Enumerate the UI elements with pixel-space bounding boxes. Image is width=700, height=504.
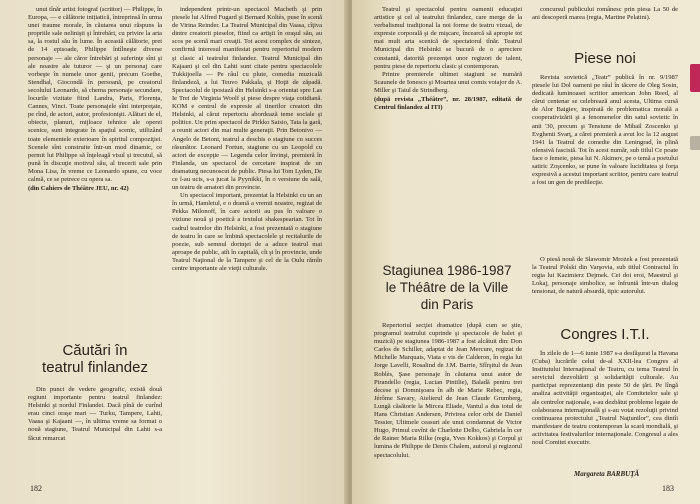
left-heading-cautari [28, 342, 162, 376]
index-tab-upper [690, 64, 700, 92]
stagiunea-line3: din Paris [420, 297, 474, 312]
left-col1-bottom-paragraph: Din punct de vedere geografic, există două regiuni importante pentru teatrul finlandez: Helsinki şi nordul Finlandei. Dacă pînă de curînd erau cinci oraşe mari — Turku, Tampere, Lahti, Vaasa şi Kajaani —, în ultima vreme sa format o nouă stagiune, Teatrul Municipal din Lahti s-a făcut remarcat [28, 386, 162, 442]
left-col2-paragraph-b: Un spectacol important, prezentat la Helsinki cu un an în urmă, Hamletul, e o dramă a vremii noastre, regizat de Pekka Milonoff, în care actorii au pus în valoare o viziune nouă şi poetică a textului shakespearian. Tot în cadrul teatrelor din Helsinki, a fost prezentată o stagiune de teatru în care se îmbină spectacolele şi recitalurile de poezie, sub semnul dorinţei de a aduce teatrul mai aproape de public, atît în capitală, cît şi în provincie, unde Teatrul Naţional de la Tampere şi cel de la Oulu rămîn centre importante ale vieţii culturale. [172, 192, 322, 272]
right-column-1-top [374, 6, 522, 258]
right-column-2-top [532, 6, 678, 40]
left-col1-paragraph: unui tînăr artist fotograf (scriitor) — Philippe, în Europa, — e călătorie inițiatică, întreprinsă în urma unei traume morale, în căutarea unui răspuns la propriile sale nelinişti şi întrebări, cu privire la arta sa, la rostul său în lume. În această călătorie, pret de 14 episoade, Philippe întîlneşte diverse personaje — ale căror întrebări şi suferinţe sînt şi ale noastre ale tuturor — şi un personaj care vorbeşte în numele unor genii, precum Goethe, Stendhal, Giocondă în persoană, pe creatorul secolului Leonardo, să chema personaje secundare, locurile vizitate fiind Landra, Paris, Florența, Cannes, Vinci. Toate personajele sînt interpreţate, pe rînd, de actori, autor, profesionişti. Alături de el, obiecte, planuri, mijloace tehnice ale operei scenice, sunt integrate în spaţiul scenic, utilizând toate elementele exterioare în spiritul compoziţiei. Scenele sînt construite într-un mod dinamic, ce permit lui Philippe să înţeleagă visul și trecutul, să pună în discuţie motivul său, al trecerii sale prin Mona Lisa, în vreme ce Leonardo spune, cu voce calmă, ce se petrece cu opera sa. [28, 6, 162, 183]
left-col1-credit: (din Cahiers de Théâtre JEU, nr. 42) [28, 185, 129, 193]
index-tab-lower [690, 136, 700, 150]
right-column-2-piese-b [532, 256, 678, 320]
right-col1-top-paragraph: Teatrul şi spectacolul pentru oamenii educaţiei artistice şi cel al teatrului finlandez, care merge de la verbalismul tradiţional la noi forme de teatru vizual, de expresie corporală şi de mişcare, încearcă să apropie tot mai mult arta scenică de spectatorul tînăr. Teatrul Municipal din Helsinki se bucură de o apreciere constantă, datorită prezenţei unor regizori de talent, pentru piese de repertoriu clasic şi contemporan. [374, 6, 522, 70]
right-column-2-congres [532, 350, 678, 464]
right-col2-piese-paragraph-b: O piesă nouă de Sławomir Mrożek a fost prezentată la Teatrul Polski din Varşovia, sub titlul Contractul în regia lui Kazimierz Dejmek. Cei doi eroi, Maestrul şi Lokaj, personaje simbolice, se înfruntă într-un dialog tensionat, de natură absurdă, tipic autorului. [532, 256, 678, 296]
left-page-number: 182 [30, 484, 42, 493]
right-column-1-bottom [374, 322, 522, 492]
right-col2-top-paragraph: concursul publicului românesc prin piesa La 50 de ani descoperă marea (regia, Martine Pelatini). [532, 6, 678, 22]
right-col1-stagiunea-paragraph: Repertoriul secţiei dramatice (după cum se ştie, programul teatrului cuprinde şi spectacole de balet şi muzică) pe stagiunea 1986-1987 a fost alcătuit din: Don Carlos de Schiller, adaptat de Jean Mercure, regizat de Michelle Marquais, Viata e vis de Calderon, în regia lui Jorge Lavelli, Rosalind de J.M. Barrie, Sfîrşitul de Jean Roblès, Şase personaje în căutarea unui autor de Pirandello (regia, Lucian Pintilie), Baladă pentru trei decese şi Domnişoara în alb de Marie Rebec, regia, Jérôme Savary, Atelierul de Jean Claude Grumberg, Lungă căsătorie la Mircea Eliade, Vantul a dus totul de Hans Christian Andersen, Privirea celor orbi de Daniel Tessier, Ultimele ceasuri ale unui condamnat de Victor Hugo, Primul cuvînt de Charlotte Delbo, Gabriela în cer de Rainer Maria Rilke (regia, Yves Kokkos) şi Corpul şi lumina de Philippe de Denis Chalem, autorul şi regizorul spectacolului. [374, 322, 522, 459]
left-heading-line2: teatrul finlandez [42, 359, 148, 376]
article-signature: Margareta BARBUŢĂ [574, 470, 640, 478]
left-column-1 [28, 6, 162, 328]
stagiunea-line1: Stagiunea 1986-1987 [382, 263, 512, 278]
right-heading-congres: Congres I.T.I. [560, 326, 650, 343]
right-col2-piese-paragraph: Revista sovietică „Teatr” publică în nr. 9/1987 piesele lui Dol oameni pe râul în tăcere de Oleg Sosin, dedicată luminoasei scriitor american John Reed, al cărui centenar se celebrează anul acesta, Ultima cursă de Alor Baigiev, inspirată de problematica morală a cooperativizării şi a fenomenelor din satul sovietic în anii '30, precum şi Tensiune de Mihail Zoscenko şi Evghenii Svarţ, a cărei premieră a avut loc la 12 august 1941 la Teatrul de comedie din Leningrad, în plină ofensivă fascistă. Tot în acest număr, sub titlul Ce poate face o femeie, piesa lui N. Akimov, pe o temă a poetului satiric Zoşcenko, se pune în valoare luciditatea şi forţa expresivă a acestui important scriitor, pentru care teatrul a fost un gen de predilecţie. [532, 74, 678, 187]
right-col1-credit: (după revista „Théâtre”, nr. 28/1987, editată de Centrul finlandez al ITI) [374, 96, 522, 112]
left-column-2 [172, 6, 322, 492]
right-heading-piese-noi: Piese noi [574, 50, 636, 67]
right-col1-top-paragraph-b: Printre premierele ultimei stagiuni se numără Scaunele de Ionesco şi Moartea unui comis voiajor de A. Miller şi Taiul de Strindberg. [374, 70, 522, 94]
left-page [0, 0, 348, 504]
right-page [352, 0, 700, 504]
left-col2-paragraph: independent printr-un spectacol Macbeth şi prin piesele lui Alfred Fugard şi Bernard Koltès, puse în scenă de Virina Reinder. La Teatrul Municipal din Vaasa, cîţiva dintre creatorii pieselor, fiind ca artişti în oraşul său, au scos pe scenă mari creaţii. Tot acest complex de sinteze, confirmă interesul manifestat pentru repertoriul modern şi clasic al teatrului finlandez. Teatrul Municipal din Kajaani şi cel din Lahti sunt citate pentru spectacolele Tukkijoella — Pe râul cu plute, comedia muzicală finlandeză, a lui Teuvo Pakkala, şi Hoţii de zăpadă. Spectacolul de ipostază din Helsinki s-a orientat spre Las Ie Trei de Virginia Woolf şi piese despre viaţa cotidiană. KOM e centrul de expresie al tinerilor creatori din Helsinki, al cărui repertoriu abordează teme sociale şi politice. Un prim spectacol de Pirkko Saisio, Tata la gară, a reunit actori din mai multe generaţii. Prin Betonivo — Angelo de Betoni, teatrul a deschis o stagiune cu succes răsunător. Leonard Fortun, stagiune cu un Leopold cu actori de excepţie — Legenda celor învinşi, premieră în Finlanda, un spectacol de cercetare inspirat de un dramaturg necunoscut de public. Piesa lui Tom Lyden, De ce l-au ucis, s-a jucat la Pyynikki, în o versiune de sală, un teatru de amatori din provincie. [172, 6, 322, 192]
right-col2-congres-paragraph: În zilele de 1—6 iunie 1987 s-a desfăşurat la Havana (Cuba) lucrările celui de-al XXII-lea Congres al Institutului Internaţional de Teatru, cu tema Teatrul în serviciul dezvoltării şi solidarităţii culturale. Au participat reprezentanţi din peste 50 de ţări. Pe lîngă analiza activităţii organizaţiei, ale Comitetelor sale şi ale centrelor naţionale, s-au dezbătut probleme legate de colaborarea internaţională şi s-au votat rezoluţii privind continuarea proiectului „Teatrul Naţiunilor”, cea dintîi manifestare de teatru contemporan la scară mondială, şi activitatea festivalurilor internaţionale. Congresul a ales noul Comitet executiv. [532, 350, 678, 447]
right-column-2-piese [532, 74, 678, 252]
right-heading-stagiunea [370, 262, 524, 313]
right-page-number: 183 [662, 484, 674, 493]
left-column-1-bottom [28, 386, 162, 486]
stagiunea-line2: le Théâtre de la Ville [385, 280, 509, 295]
left-heading-line1: Căutări în [62, 342, 128, 359]
